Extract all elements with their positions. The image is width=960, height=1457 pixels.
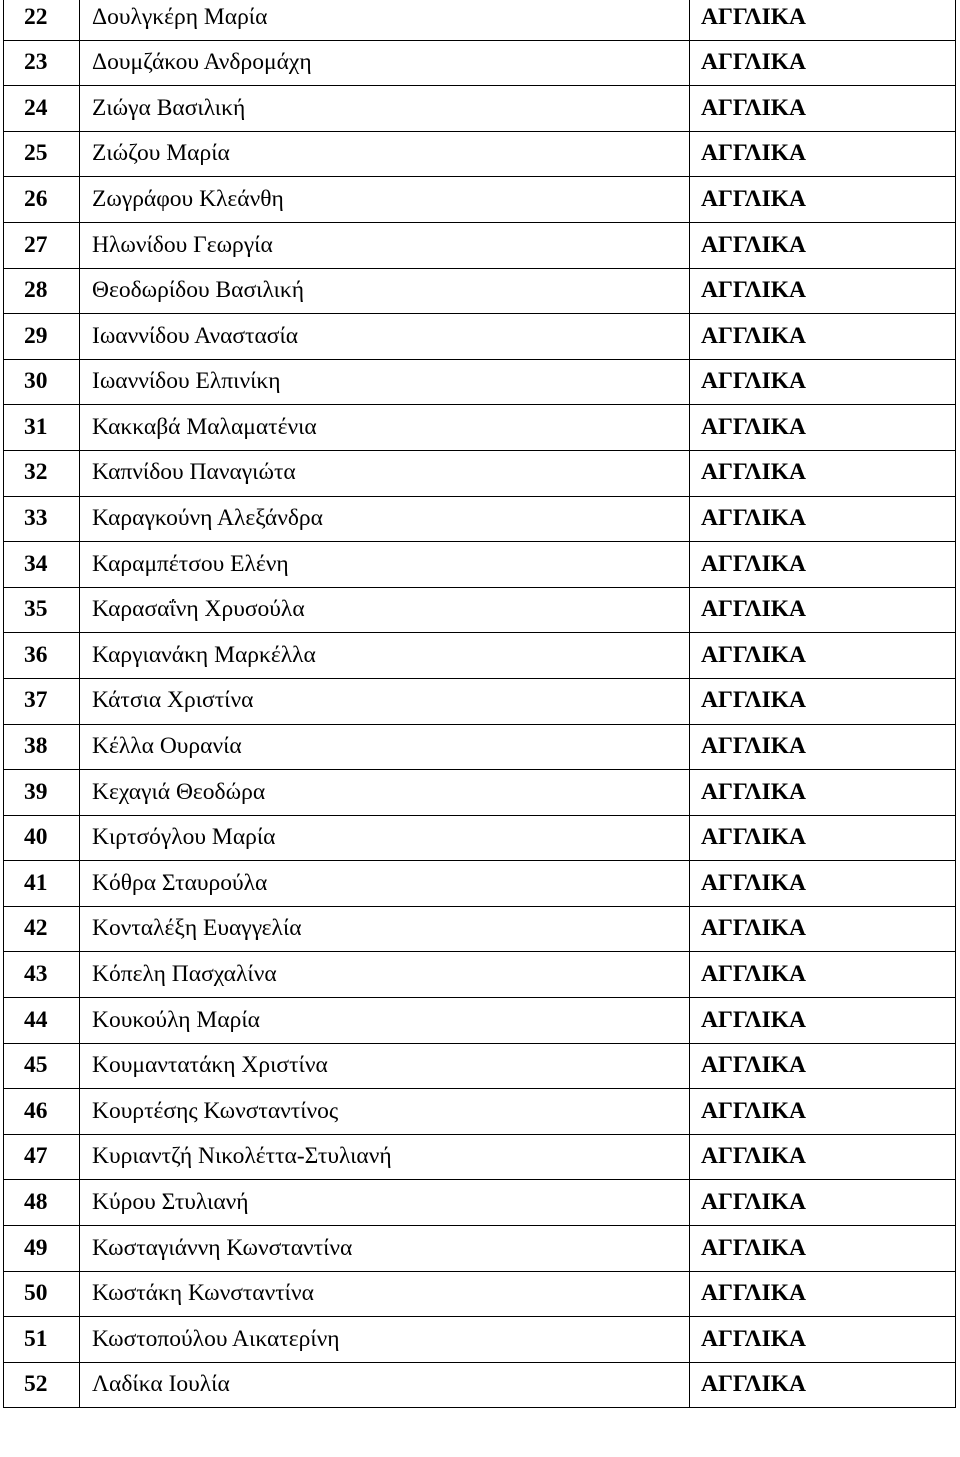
roster-table	[3, 0, 956, 1408]
person-name-cell: Δουλγκέρη Μαρία	[80, 0, 690, 40]
subject-cell: ΑΓΓΛΙΚΑ	[690, 1089, 956, 1135]
row-number-cell: 43	[4, 952, 80, 998]
subject-cell: ΑΓΓΛΙΚΑ	[690, 0, 956, 40]
table-row	[4, 1134, 956, 1180]
subject-cell: ΑΓΓΛΙΚΑ	[690, 1226, 956, 1272]
table-row	[4, 1180, 956, 1226]
table-row	[4, 678, 956, 724]
subject-cell: ΑΓΓΛΙΚΑ	[690, 906, 956, 952]
table-row	[4, 542, 956, 588]
subject-cell: ΑΓΓΛΙΚΑ	[690, 405, 956, 451]
subject-cell: ΑΓΓΛΙΚΑ	[690, 587, 956, 633]
row-number-cell: 46	[4, 1089, 80, 1135]
table-row	[4, 177, 956, 223]
person-name-cell: Κουκούλη Μαρία	[80, 998, 690, 1044]
row-number-cell: 25	[4, 131, 80, 177]
table-row	[4, 314, 956, 360]
subject-cell: ΑΓΓΛΙΚΑ	[690, 1271, 956, 1317]
table-row	[4, 952, 956, 998]
subject-cell: ΑΓΓΛΙΚΑ	[690, 40, 956, 86]
person-name-cell: Ζιώγα Βασιλική	[80, 86, 690, 132]
row-number-cell: 47	[4, 1134, 80, 1180]
table-row	[4, 131, 956, 177]
table-row	[4, 0, 956, 40]
subject-cell: ΑΓΓΛΙΚΑ	[690, 542, 956, 588]
person-name-cell: Κάτσια Χριστίνα	[80, 678, 690, 724]
subject-cell: ΑΓΓΛΙΚΑ	[690, 861, 956, 907]
person-name-cell: Καραμπέτσου Ελένη	[80, 542, 690, 588]
row-number-cell: 37	[4, 678, 80, 724]
row-number-cell: 31	[4, 405, 80, 451]
table-row	[4, 633, 956, 679]
roster-body	[4, 0, 956, 1408]
subject-cell: ΑΓΓΛΙΚΑ	[690, 770, 956, 816]
table-row	[4, 40, 956, 86]
person-name-cell: Κεχαγιά Θεοδώρα	[80, 770, 690, 816]
table-row	[4, 815, 956, 861]
person-name-cell: Κωσταγιάννη Κωνσταντίνα	[80, 1226, 690, 1272]
row-number-cell: 22	[4, 0, 80, 40]
subject-cell: ΑΓΓΛΙΚΑ	[690, 86, 956, 132]
subject-cell: ΑΓΓΛΙΚΑ	[690, 1043, 956, 1089]
person-name-cell: Κυριαντζή Νικολέττα-Στυλιανή	[80, 1134, 690, 1180]
subject-cell: ΑΓΓΛΙΚΑ	[690, 268, 956, 314]
person-name-cell: Κόθρα Σταυρούλα	[80, 861, 690, 907]
subject-cell: ΑΓΓΛΙΚΑ	[690, 1134, 956, 1180]
row-number-cell: 45	[4, 1043, 80, 1089]
subject-cell: ΑΓΓΛΙΚΑ	[690, 450, 956, 496]
row-number-cell: 41	[4, 861, 80, 907]
row-number-cell: 44	[4, 998, 80, 1044]
row-number-cell: 33	[4, 496, 80, 542]
person-name-cell: Κουρτέσης Κωνσταντίνος	[80, 1089, 690, 1135]
row-number-cell: 38	[4, 724, 80, 770]
subject-cell: ΑΓΓΛΙΚΑ	[690, 222, 956, 268]
person-name-cell: Κακκαβά Μαλαματένια	[80, 405, 690, 451]
table-row	[4, 222, 956, 268]
row-number-cell: 23	[4, 40, 80, 86]
table-row	[4, 770, 956, 816]
person-name-cell: Κωστοπούλου Αικατερίνη	[80, 1317, 690, 1363]
person-name-cell: Ζωγράφου Κλεάνθη	[80, 177, 690, 223]
subject-cell: ΑΓΓΛΙΚΑ	[690, 359, 956, 405]
subject-cell: ΑΓΓΛΙΚΑ	[690, 1180, 956, 1226]
person-name-cell: Καργιανάκη Μαρκέλλα	[80, 633, 690, 679]
table-row	[4, 724, 956, 770]
person-name-cell: Κουμαντατάκη Χριστίνα	[80, 1043, 690, 1089]
row-number-cell: 49	[4, 1226, 80, 1272]
person-name-cell: Κωστάκη Κωνσταντίνα	[80, 1271, 690, 1317]
table-row	[4, 405, 956, 451]
row-number-cell: 39	[4, 770, 80, 816]
row-number-cell: 28	[4, 268, 80, 314]
subject-cell: ΑΓΓΛΙΚΑ	[690, 633, 956, 679]
row-number-cell: 24	[4, 86, 80, 132]
subject-cell: ΑΓΓΛΙΚΑ	[690, 131, 956, 177]
subject-cell: ΑΓΓΛΙΚΑ	[690, 496, 956, 542]
table-row	[4, 1317, 956, 1363]
row-number-cell: 30	[4, 359, 80, 405]
subject-cell: ΑΓΓΛΙΚΑ	[690, 815, 956, 861]
row-number-cell: 51	[4, 1317, 80, 1363]
row-number-cell: 36	[4, 633, 80, 679]
table-row	[4, 998, 956, 1044]
table-row	[4, 1362, 956, 1408]
table-row	[4, 1043, 956, 1089]
table-row	[4, 1271, 956, 1317]
person-name-cell: Καρασαΐνη Χρυσούλα	[80, 587, 690, 633]
table-row	[4, 86, 956, 132]
person-name-cell: Λαδίκα Ιουλία	[80, 1362, 690, 1408]
subject-cell: ΑΓΓΛΙΚΑ	[690, 1317, 956, 1363]
subject-cell: ΑΓΓΛΙΚΑ	[690, 678, 956, 724]
row-number-cell: 35	[4, 587, 80, 633]
person-name-cell: Δουμζάκου Ανδρομάχη	[80, 40, 690, 86]
row-number-cell: 48	[4, 1180, 80, 1226]
table-row	[4, 268, 956, 314]
row-number-cell: 42	[4, 906, 80, 952]
row-number-cell: 34	[4, 542, 80, 588]
person-name-cell: Κόπελη Πασχαλίνα	[80, 952, 690, 998]
person-name-cell: Ηλωνίδου Γεωργία	[80, 222, 690, 268]
row-number-cell: 50	[4, 1271, 80, 1317]
row-number-cell: 29	[4, 314, 80, 360]
table-row	[4, 1089, 956, 1135]
subject-cell: ΑΓΓΛΙΚΑ	[690, 314, 956, 360]
person-name-cell: Κιρτσόγλου Μαρία	[80, 815, 690, 861]
row-number-cell: 26	[4, 177, 80, 223]
subject-cell: ΑΓΓΛΙΚΑ	[690, 952, 956, 998]
table-row	[4, 496, 956, 542]
person-name-cell: Κέλλα Ουρανία	[80, 724, 690, 770]
person-name-cell: Κύρου Στυλιανή	[80, 1180, 690, 1226]
table-row	[4, 906, 956, 952]
subject-cell: ΑΓΓΛΙΚΑ	[690, 724, 956, 770]
row-number-cell: 32	[4, 450, 80, 496]
subject-cell: ΑΓΓΛΙΚΑ	[690, 177, 956, 223]
row-number-cell: 40	[4, 815, 80, 861]
person-name-cell: Καραγκούνη Αλεξάνδρα	[80, 496, 690, 542]
table-row	[4, 861, 956, 907]
row-number-cell: 27	[4, 222, 80, 268]
person-name-cell: Κονταλέξη Ευαγγελία	[80, 906, 690, 952]
person-name-cell: Καπνίδου Παναγιώτα	[80, 450, 690, 496]
subject-cell: ΑΓΓΛΙΚΑ	[690, 998, 956, 1044]
person-name-cell: Ιωαννίδου Ελπινίκη	[80, 359, 690, 405]
table-row	[4, 1226, 956, 1272]
table-row	[4, 587, 956, 633]
subject-cell: ΑΓΓΛΙΚΑ	[690, 1362, 956, 1408]
person-name-cell: Ζιώζου Μαρία	[80, 131, 690, 177]
table-row	[4, 450, 956, 496]
table-row	[4, 359, 956, 405]
row-number-cell: 52	[4, 1362, 80, 1408]
person-name-cell: Θεοδωρίδου Βασιλική	[80, 268, 690, 314]
person-name-cell: Ιωαννίδου Αναστασία	[80, 314, 690, 360]
